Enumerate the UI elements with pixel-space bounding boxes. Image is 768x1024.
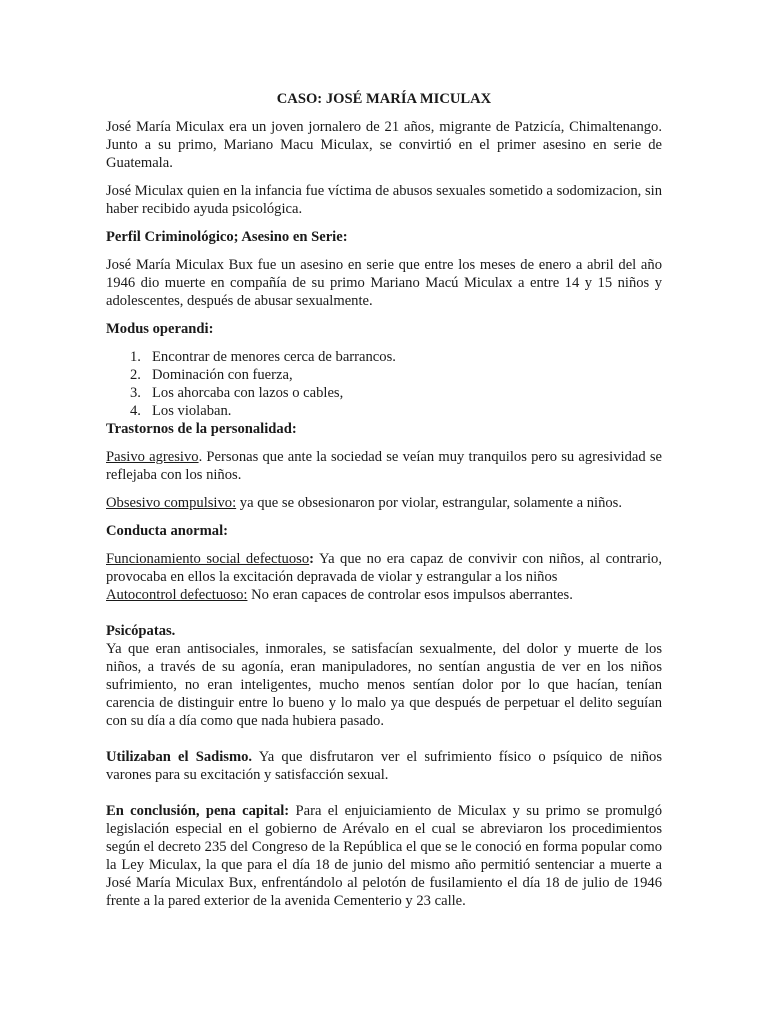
autocontrol-paragraph <box>106 586 662 604</box>
funcionamiento-label: Funcionamiento social defectuoso <box>106 551 310 567</box>
funcionamiento-paragraph <box>106 550 662 586</box>
pasivo-agresivo-label: Pasivo agresivo <box>106 449 199 465</box>
obsesivo-compulsivo-paragraph <box>106 494 662 512</box>
document-page <box>106 90 662 920</box>
autocontrol-label: Autocontrol defectuoso: <box>106 587 248 603</box>
sadismo-paragraph <box>106 748 662 784</box>
conclusion-text: Para el enjuiciamiento de Miculax y su primo se promulgó legislación especial en el gobierno de Arévalo en el cual se abreviaron los procedimientos según el decreto 235 del Congreso de la República el que se le conoció en forma popular como la Ley Miculax, la que para el día 18 de junio del mismo año permitió sentenciar a muerte a José María Miculax Bux, enfrentándolo al pelotón de fusilamiento el día 18 de julio de 1946 frente a la pared exterior de la avenida Cementerio y 23 calle. <box>106 803 662 909</box>
pasivo-agresivo-paragraph <box>106 448 662 484</box>
psicopatas-paragraph: Ya que eran antisociales, inmorales, se satisfacían sexualmente, del dolor y muerte de los niños, a través de su agonía, eran manipuladores, no sentían angustia de ver en los niños sufrimiento, no eran inteligentes, mucho menos sentían dolor por lo que hacían, tenían carencia de distinguir entre lo bueno y lo malo ya que después de perpetuar el delito seguían con su día a día como que nada hubiera pasado. <box>106 641 662 729</box>
modus-item-text: Los ahorcaba con lazos o cables, <box>152 385 344 401</box>
modus-list <box>106 348 662 420</box>
autocontrol-text: No eran capaces de controlar esos impulsos aberrantes. <box>247 587 573 603</box>
perfil-heading: Perfil Criminológico; Asesino en Serie: <box>106 229 348 245</box>
modus-item-number: 2. <box>130 367 141 383</box>
funcionamiento-colon: : <box>309 551 315 567</box>
modus-item <box>106 348 662 366</box>
modus-item-number: 3. <box>130 385 141 401</box>
sadismo-label: Utilizaban el Sadismo. <box>106 749 253 765</box>
conducta-heading: Conducta anormal: <box>106 523 229 539</box>
modus-item <box>106 402 662 420</box>
conclusion-paragraph <box>106 802 662 910</box>
modus-item <box>106 384 662 402</box>
psicopatas-heading: Psicópatas. <box>106 623 176 639</box>
intro-paragraph-2: José Miculax quien en la infancia fue víctima de abusos sexuales sometido a sodomizacion, sin haber recibido ayuda psicológica. <box>106 183 662 217</box>
modus-item-number: 4. <box>130 403 141 419</box>
trastornos-heading: Trastornos de la personalidad: <box>106 421 297 437</box>
sadismo-text: Ya que disfrutaron ver el sufrimiento físico o psíquico de niños varones para su excitación y satisfacción sexual. <box>106 749 662 783</box>
modus-item-number: 1. <box>130 349 141 365</box>
document-title: CASO: JOSÉ MARÍA MICULAX <box>276 91 492 107</box>
perfil-paragraph: José María Miculax Bux fue un asesino en serie que entre los meses de enero a abril del año 1946 dio muerte en compañía de su primo Mariano Macú Miculax a entre 14 y 15 niños y adolescentes, después de abusar sexualmente. <box>106 257 662 309</box>
modus-heading: Modus operandi: <box>106 321 214 337</box>
pasivo-agresivo-text: . Personas que ante la sociedad se veían muy tranquilos pero su agresividad se reflejaba con los niños. <box>106 449 662 483</box>
modus-item-text: Encontrar de menores cerca de barrancos. <box>152 349 396 365</box>
modus-item-text: Dominación con fuerza, <box>152 367 293 383</box>
modus-item <box>106 366 662 384</box>
funcionamiento-text: Ya que no era capaz de convivir con niños, al contrario, provocaba en ellos la excitación depravada de violar y estrangular a los niños <box>106 551 662 585</box>
obsesivo-compulsivo-label: Obsesivo compulsivo: <box>106 495 237 511</box>
obsesivo-compulsivo-text: ya que se obsesionaron por violar, estrangular, solamente a niños. <box>236 495 623 511</box>
modus-item-text: Los violaban. <box>152 403 232 419</box>
conclusion-label: En conclusión, pena capital: <box>106 803 290 819</box>
intro-paragraph-1: José María Miculax era un joven jornalero de 21 años, migrante de Patzicía, Chimaltenango. Junto a su primo, Mariano Macu Miculax, se convirtió en el primer asesino en serie de Guatemala. <box>106 119 662 171</box>
